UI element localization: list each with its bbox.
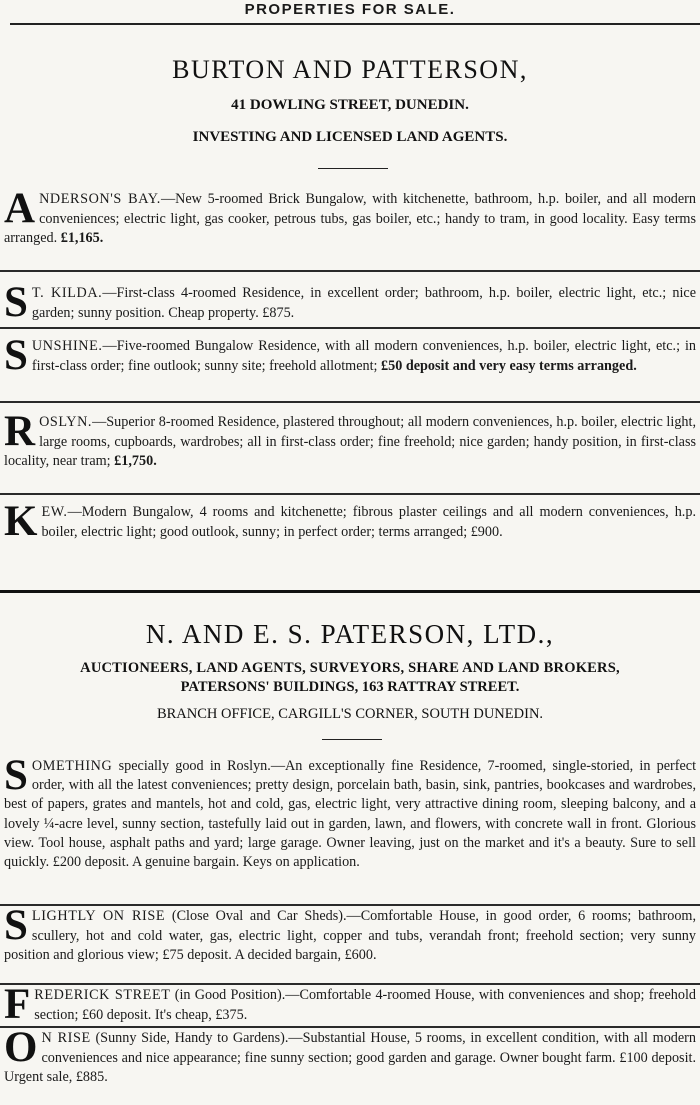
listing-lead: OSLYN. [39, 414, 93, 430]
listing-kew [4, 498, 696, 545]
listing-separator [0, 1026, 700, 1028]
listing-on-rise [4, 1024, 696, 1088]
dropcap: S [4, 279, 28, 326]
listing-text: —Superior 8-roomed Residence, plastered throughout; all modern conveniences, h.p. boiler, electric light, large rooms, cupboards, wardrobes; all in first-class order; fine freehold; nice garden; handy position, in first-class locality, near tram; [4, 414, 696, 469]
listing-lead: N RISE [41, 1030, 91, 1046]
firm1-trade: INVESTING AND LICENSED LAND AGENTS. [192, 129, 508, 145]
listing-separator [0, 493, 700, 495]
listing-text: (in Good Position).—Comfortable 4-roomed House, with conveniences and shop; freehold section; £60 deposit. It's cheap, £375. [34, 987, 696, 1023]
listing-text: specially good in Roslyn.—An exceptionally fine Residence, 7-roomed, single-storied, in perfect order, with all the latest conveniences; pretty design, porcelain bath, basin, sink, pantries, bookcases and wardrobes, best of papers, grates and mantels, hot and cold, gas, electric light, very attractive dining room, sleeping balcony, and a lovely ¼-acre level, sunny section, tastefully laid out in garden, lawn, and flowers, with concrete wall in front. Glorious view. Tool house, asphalt paths and yard; large garage. Owner leaving, just on the market and it's a beauty. Sure to sell quickly. £200 deposit. A genuine bargain. Keys on application. [4, 758, 697, 871]
firm-separator [0, 590, 700, 593]
listing-roslyn [4, 408, 696, 472]
firm1-divider [318, 168, 388, 169]
dropcap: S [4, 332, 28, 379]
listing-text: —New 5-roomed Brick Bungalow, with kitchenette, bathroom, h.p. boiler, and all modern conveniences; electric light, gas cooker, petrous tubs, gas boiler, etc.; handy to tram, in good locality. Easy terms arranged. [4, 191, 696, 246]
firm1-address: 41 DOWLING STREET, DUNEDIN. [231, 97, 469, 113]
listing-price: £1,165. [60, 230, 104, 246]
dropcap: A [4, 185, 36, 232]
listing-separator [0, 401, 700, 403]
listing-andersons-bay [4, 185, 696, 249]
listing-st-kilda [4, 279, 696, 326]
header-rule [10, 23, 700, 25]
listing-frederick-street [4, 981, 696, 1028]
listing-text: —Modern Bungalow, 4 rooms and kitchenette; fibrous plaster ceilings and all modern conveniences, h.p. boiler, electric light; good outlook, sunny; in perfect order; terms arranged; £900. [41, 504, 696, 540]
firm2-trade: AUCTIONEERS, LAND AGENTS, SURVEYORS, SHARE AND LAND BROKERS, [80, 660, 620, 676]
firm2-name: N. AND E. S. PATERSON, LTD., [145, 619, 555, 649]
dropcap: K [4, 498, 38, 545]
listing-something-good [4, 752, 697, 872]
dropcap: R [4, 408, 36, 455]
dropcap: S [4, 752, 28, 799]
firm2-divider [322, 739, 382, 740]
listing-lead: NDERSON'S BAY. [39, 191, 161, 207]
listing-lead: OMETHING [31, 758, 113, 774]
firm2-address: PATERSONS' BUILDINGS, 163 RATTRAY STREET. [180, 679, 520, 695]
listing-slightly-on-rise [4, 902, 697, 966]
listing-lead: UNSHINE. [31, 338, 103, 354]
listing-separator [0, 327, 700, 329]
listing-text: (Close Oval and Car Sheds).—Comfortable House, in good order, 6 rooms; bathroom, scullery, hot and cold water, gas, electric light, copper and tubs, verandah front; freehold section; very sunny position and glorious view; £75 deposit. A decided bargain, £600. [4, 908, 697, 963]
listing-lead: T. KILDA. [31, 285, 103, 301]
dropcap: S [4, 902, 28, 949]
listing-lead: REDERICK STREET [34, 987, 171, 1003]
listing-text: —Five-roomed Bungalow Residence, with all modern conveniences, h.p. boiler, electric light, etc.; in first-class order; fine outlook; sunny site; freehold allotment; [31, 338, 696, 374]
listing-text: —First-class 4-roomed Residence, in excellent order; bathroom, h.p. boiler, electric light, etc.; nice garden; sunny position. Cheap property. £875. [31, 285, 696, 321]
firm2-branch: BRANCH OFFICE, CARGILL'S CORNER, SOUTH DUNEDIN. [156, 706, 544, 722]
listing-text: (Sunny Side, Handy to Gardens).—Substantial House, 5 rooms, in excellent condition, with all modern conveniences and nice appearance; fine sunny section; good garden and garage. Owner bought farm. £100 deposit. Urgent sale, £885. [4, 1030, 696, 1085]
listing-separator [0, 270, 700, 272]
firm1-name: BURTON AND PATTERSON, [172, 55, 528, 84]
listing-lead: LIGHTLY ON RISE [31, 908, 166, 924]
listing-sunshine [4, 332, 696, 379]
dropcap: O [4, 1024, 38, 1071]
listing-separator [0, 983, 700, 985]
listing-price: £1,750. [114, 453, 157, 469]
dropcap: F [4, 981, 31, 1028]
listing-lead: EW. [41, 504, 68, 520]
listing-separator [0, 904, 700, 906]
section-title: PROPERTIES FOR SALE. [244, 1, 456, 18]
listing-price: £50 deposit and very easy terms arranged. [381, 357, 637, 374]
